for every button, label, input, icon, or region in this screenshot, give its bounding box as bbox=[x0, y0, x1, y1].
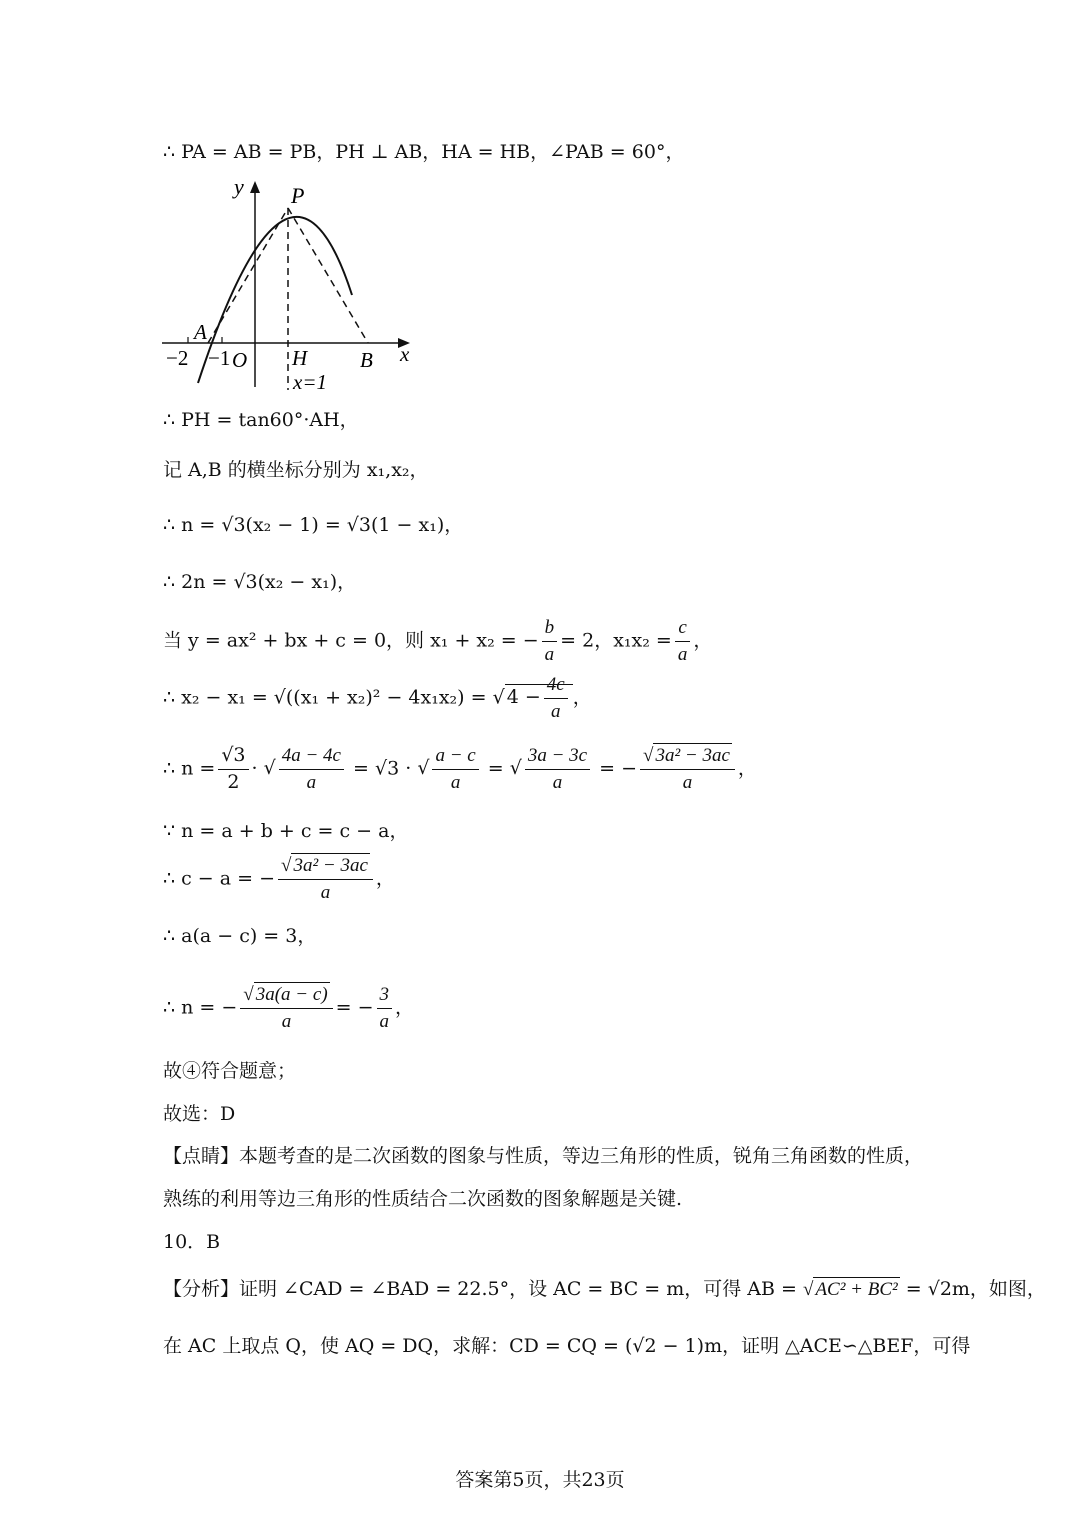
text-line: ∴ PH = tan60°·AH， bbox=[163, 409, 359, 431]
text-line-fractions bbox=[163, 745, 757, 794]
text-segment: ∴ c − a = − bbox=[163, 867, 276, 890]
p-label: P bbox=[291, 183, 305, 208]
text-line: ∴ 2n = √3(x₂ − x₁)， bbox=[163, 571, 357, 593]
text-segment: ， bbox=[395, 996, 415, 1019]
radical: √ $\frac{4a - 4c}{a}$ bbox=[264, 757, 347, 779]
text-line: 故选：D bbox=[163, 1103, 236, 1125]
text-line: 10．B bbox=[163, 1231, 221, 1253]
text-line-fractions bbox=[163, 674, 592, 723]
text-line-fractions bbox=[163, 1280, 1046, 1299]
text-segment: ， bbox=[572, 686, 592, 709]
text-line: 故④符合题意； bbox=[163, 1060, 297, 1082]
x-label: x bbox=[400, 342, 410, 366]
text-line: ∴ a(a − c) = 3， bbox=[163, 925, 317, 947]
text-line-fractions bbox=[163, 855, 395, 904]
text-segment: · bbox=[251, 757, 258, 780]
fraction: $\frac{\text{√ 3a² − 3ac}}{a}$ bbox=[278, 855, 373, 904]
b-label: B bbox=[360, 348, 373, 372]
text-segment: ∴ n = − bbox=[163, 996, 238, 1019]
a-label: A bbox=[194, 320, 207, 344]
segment-pb bbox=[288, 208, 368, 343]
text-segment: = bbox=[487, 757, 504, 780]
text-segment: ∴ x₂ − x₁ = √((x₁ + x₂)² − 4x₁x₂) = bbox=[163, 686, 487, 709]
neg2-label: −2 bbox=[166, 346, 189, 370]
radical: √ $\frac{3a - 3c}{a}$ bbox=[510, 757, 593, 779]
y-label: y bbox=[234, 175, 244, 199]
fraction: $\frac{4c}{a}$ bbox=[544, 674, 568, 723]
y-axis-arrow-icon bbox=[250, 181, 260, 193]
text-line: ∵ n = a + b + c = c − a， bbox=[163, 820, 409, 842]
text-line: ∴ n = √3(x₂ − 1) = √3(1 − x₁)， bbox=[163, 514, 464, 536]
page-footer: 答案第5页，共23页 bbox=[455, 1469, 625, 1491]
text-segment: = − bbox=[599, 757, 638, 780]
text-line: 熟练的利用等边三角形的性质结合二次函数的图象解题是关键. bbox=[163, 1188, 683, 1210]
radical: √ AC² + BC² bbox=[803, 1279, 898, 1300]
fraction: $\frac{a - c}{a}$ bbox=[432, 745, 478, 794]
fraction: $\frac{3a - 3c}{a}$ bbox=[525, 745, 590, 794]
text-segment: = − bbox=[335, 996, 374, 1019]
fraction: $\frac{4a - 4c}{a}$ bbox=[279, 745, 344, 794]
text-segment: ∴ n = bbox=[163, 757, 216, 780]
text-line: 【点睛】本题考查的是二次函数的图象与性质，等边三角形的性质，锐角三角函数的性质， bbox=[163, 1145, 924, 1167]
fraction: $\frac{3}{a}$ bbox=[377, 984, 393, 1033]
axis-eq-label: x=1 bbox=[293, 370, 327, 394]
text-segment: = √2m，如图， bbox=[905, 1278, 1046, 1300]
radical: √ $\frac{a - c}{a}$ bbox=[417, 757, 481, 779]
text-segment: ， bbox=[737, 757, 757, 780]
text-segment: ， bbox=[693, 629, 713, 652]
text-line: ∴ PA = AB = PB，PH ⊥ AB，HA = HB，∠PAB = 60°， bbox=[163, 141, 685, 163]
fraction: $\frac{√3}{2}$ bbox=[218, 745, 248, 794]
fraction: $\frac{√ 3a(a - c)}{a}$ bbox=[240, 984, 332, 1033]
fraction: $\frac{b}{a}$ bbox=[542, 617, 558, 666]
neg1-label: −1 bbox=[208, 346, 231, 370]
text-segment: 【分析】证明 ∠CAD = ∠BAD = 22.5°，设 AC = BC = m，可得 AB = bbox=[163, 1278, 797, 1300]
h-label: H bbox=[292, 346, 308, 370]
text-line-fractions bbox=[163, 984, 414, 1033]
text-segment: ， bbox=[375, 867, 395, 890]
text-line: 记 A,B 的横坐标分别为 x₁,x₂， bbox=[163, 459, 429, 481]
text-line: 在 AC 上取点 Q，使 AQ = DQ，求解：CD = CQ = (√2 − 1)m，证明 △ACE∽△BEF，可得 bbox=[163, 1335, 971, 1357]
fraction: $\frac{\text{√ 3a² − 3ac}}{a}$ bbox=[640, 745, 735, 794]
fraction: $\frac{c}{a}$ bbox=[675, 617, 691, 666]
radical: √ 4 − $\frac{4c}{a}$ bbox=[493, 684, 573, 708]
text-segment: = 2，x₁x₂ = bbox=[560, 629, 672, 652]
o-label: O bbox=[232, 348, 248, 372]
parabola-graph bbox=[160, 175, 420, 395]
text-segment: = √3 · bbox=[353, 757, 412, 780]
text-segment: 当 y = ax² + bx + c = 0，则 x₁ + x₂ = − bbox=[163, 629, 539, 652]
text-line-fractions bbox=[163, 617, 712, 666]
